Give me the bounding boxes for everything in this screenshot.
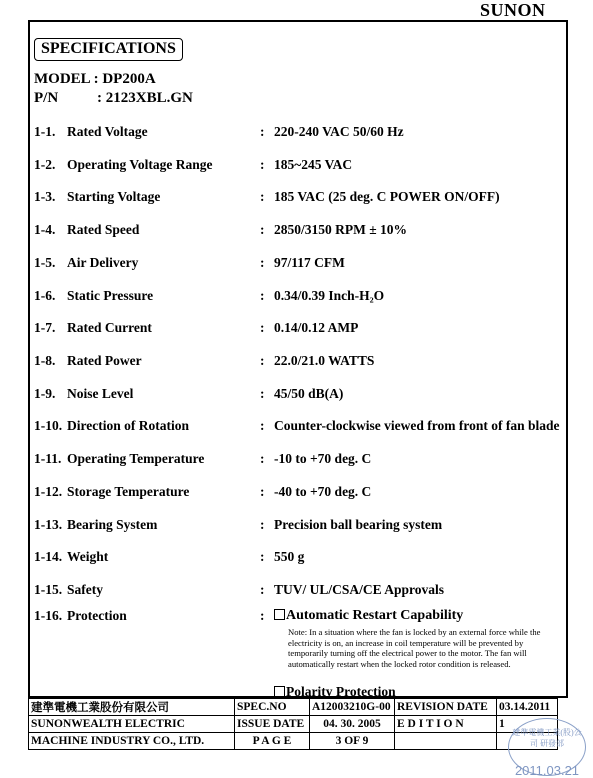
spec-number: 1-10.	[34, 418, 63, 433]
company-name-cn: 建準電機工業股份有限公司	[29, 699, 235, 716]
spec-number: 1-6.	[34, 288, 56, 303]
spec-colon: :	[260, 608, 265, 623]
spec-label: Rated Speed	[67, 222, 140, 237]
document-footer	[28, 698, 558, 750]
spec-label: Air Delivery	[67, 255, 139, 270]
spec-label: Static Pressure	[67, 288, 154, 303]
spec-number: 1-16.	[34, 608, 63, 623]
spec-colon: :	[260, 582, 265, 597]
protection-note: Note: In a situation where the fan is locked by an external force while the electricity is on, an increase in coil temperature will be prevented by temporarily turning off the electrical power to the motor. The fan will automatically restart when the locked rotor condition is released.	[288, 627, 541, 669]
spec-value: -40 to +70 deg. C	[274, 484, 372, 499]
spec-number: 1-9.	[34, 386, 56, 401]
spec-number: 1-14.	[34, 549, 63, 564]
spec-no-value: A12003210G-00	[310, 699, 395, 716]
spec-value: 0.14/0.12 AMP	[274, 320, 359, 335]
spec-label: Safety	[67, 582, 103, 597]
spec-value: Counter-clockwise viewed from front of fan blade	[274, 418, 560, 433]
spec-label: Rated Power	[67, 353, 142, 368]
spec-number: 1-13.	[34, 517, 63, 532]
approval-stamp	[508, 718, 586, 776]
checkbox-icon	[274, 609, 285, 620]
spec-number: 1-4.	[34, 222, 56, 237]
revision-date-value: 03.14.2011	[497, 699, 558, 716]
company-name-en-2: MACHINE INDUSTRY CO., LTD.	[29, 733, 235, 750]
spec-label: Rated Current	[67, 320, 152, 335]
spec-number: 1-12.	[34, 484, 63, 499]
spec-label: Rated Voltage	[67, 124, 148, 139]
spec-value: -10 to +70 deg. C	[274, 451, 372, 466]
polarity-label: Polarity Protection	[286, 684, 396, 699]
spec-label: Direction of Rotation	[67, 418, 189, 433]
spec-colon: :	[260, 124, 265, 139]
spec-colon: :	[260, 418, 265, 433]
spec-value: 0.34/0.39 Inch-H₂O	[274, 288, 385, 303]
spec-colon: :	[260, 451, 265, 466]
checkbox-icon	[274, 686, 285, 697]
spec-colon: :	[260, 189, 265, 204]
spec-colon: :	[260, 320, 265, 335]
spec-colon: :	[260, 255, 265, 270]
spec-label: Noise Level	[67, 386, 134, 401]
spec-value: 185~245 VAC	[274, 157, 353, 172]
spec-value: 2850/3150 RPM ± 10%	[274, 222, 408, 237]
brand-logo: SUNON	[480, 0, 546, 20]
edition-value: 1	[497, 716, 558, 733]
spec-colon: :	[260, 222, 265, 237]
spec-label: Storage Temperature	[67, 484, 190, 499]
spec-colon: :	[260, 386, 265, 401]
spec-colon: :	[260, 484, 265, 499]
stamp-text: 建準電機工業(股)公司 研發部	[512, 728, 582, 748]
spec-value: Precision ball bearing system	[274, 517, 443, 532]
footer-empty-1	[395, 733, 497, 750]
company-name-en-1: SUNONWEALTH ELECTRIC	[29, 716, 235, 733]
spec-colon: :	[260, 157, 265, 172]
page-title: SPECIFICATIONS	[34, 38, 183, 61]
model-line: MODEL : DP200A	[34, 71, 156, 87]
spec-number: 1-8.	[34, 353, 56, 368]
spec-label: Weight	[67, 549, 109, 564]
spec-colon: :	[260, 549, 265, 564]
page-value: 3 OF 9	[310, 733, 395, 750]
issue-date-value: 04. 30. 2005	[310, 716, 395, 733]
revision-date-label: REVISION DATE	[395, 699, 497, 716]
spec-value: TUV/ UL/CSA/CE Approvals	[274, 582, 445, 597]
spec-label: Protection	[67, 608, 127, 623]
spec-value: 550 g	[274, 549, 305, 564]
spec-colon: :	[260, 353, 265, 368]
spec-no-label: SPEC.NO	[235, 699, 310, 716]
spec-number: 1-7.	[34, 320, 56, 335]
pn-value: : 2123XBL.GN	[97, 90, 193, 106]
spec-number: 1-1.	[34, 124, 56, 139]
page-label: P A G E	[235, 733, 310, 750]
spec-value-text: Automatic Restart Capability	[286, 608, 464, 623]
spec-number: 1-2.	[34, 157, 56, 172]
spec-value: 22.0/21.0 WATTS	[274, 353, 375, 368]
spec-number: 1-11.	[34, 451, 62, 466]
spec-label: Operating Temperature	[67, 451, 205, 466]
spec-value	[274, 608, 463, 624]
spec-label: Bearing System	[67, 517, 158, 532]
spec-number: 1-3.	[34, 189, 56, 204]
spec-value: 45/50 dB(A)	[274, 386, 344, 401]
spec-number: 1-15.	[34, 582, 63, 597]
issue-date-label: ISSUE DATE	[235, 716, 310, 733]
spec-value: 220-240 VAC 50/60 Hz	[274, 124, 404, 139]
spec-label: Operating Voltage Range	[67, 157, 213, 172]
spec-colon: :	[260, 517, 265, 532]
spec-value: 97/117 CFM	[274, 255, 345, 270]
spec-colon: :	[260, 288, 265, 303]
spec-value: 185 VAC (25 deg. C POWER ON/OFF)	[274, 189, 500, 204]
pn-label: P/N	[34, 90, 59, 106]
spec-number: 1-5.	[34, 255, 56, 270]
spec-label: Starting Voltage	[67, 189, 161, 204]
stamp-date: 2011.03.21	[514, 763, 580, 778]
edition-label: E D I T I O N	[395, 716, 497, 733]
